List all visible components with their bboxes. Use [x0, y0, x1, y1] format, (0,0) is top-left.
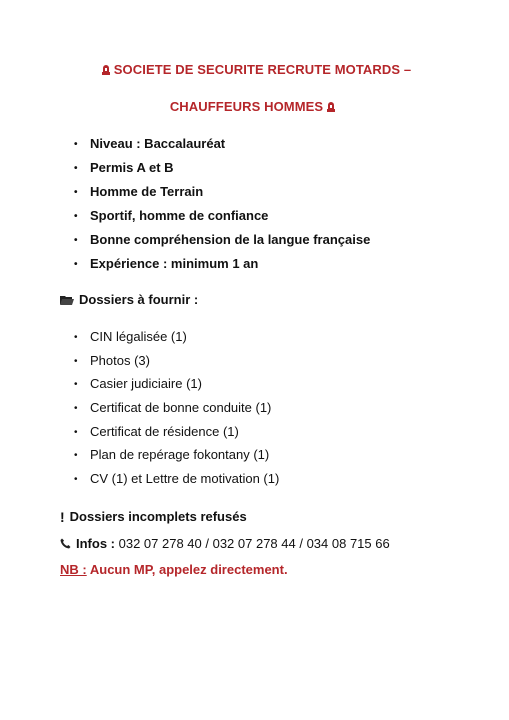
folder-icon — [60, 294, 74, 305]
exclamation-icon: ! — [60, 509, 65, 525]
list-item: • Sportif, homme de confiance — [70, 208, 370, 232]
list-item: • CIN légalisée (1) — [70, 329, 279, 353]
siren-icon — [326, 101, 336, 112]
siren-icon — [101, 64, 111, 75]
title-text-2: CHAUFFEURS HOMMES — [169, 99, 324, 114]
list-item: • Certificat de bonne conduite (1) — [70, 400, 279, 424]
nb-line — [60, 562, 288, 577]
list-item: • Photos (3) — [70, 353, 279, 377]
list-item: • Niveau : Baccalauréat — [70, 136, 370, 160]
list-item: • Plan de repérage fokontany (1) — [70, 447, 279, 471]
infos-label: Infos : — [76, 536, 115, 551]
list-item: • CV (1) et Lettre de motivation (1) — [70, 471, 279, 495]
documents-heading — [60, 292, 198, 307]
phone-icon — [60, 538, 71, 549]
list-item: • Permis A et B — [70, 160, 370, 184]
infos-line — [60, 536, 390, 551]
title-line-1 — [0, 62, 509, 77]
list-item: • Certificat de résidence (1) — [70, 424, 279, 448]
list-item: • Casier judiciaire (1) — [70, 376, 279, 400]
documents-list — [70, 329, 279, 495]
nb-text: Aucun MP, appelez directement. — [89, 562, 288, 577]
infos-phones: 032 07 278 40 / 032 07 278 44 / 034 08 715 66 — [118, 536, 390, 551]
requirements-list — [70, 136, 370, 280]
list-item: • Expérience : minimum 1 an — [70, 256, 370, 280]
refused-note-text: Dossiers incomplets refusés — [69, 509, 247, 524]
documents-heading-text: Dossiers à fournir : — [79, 292, 199, 307]
title-line-2 — [0, 99, 509, 114]
nb-label: NB : — [60, 562, 87, 577]
refused-note — [60, 509, 247, 525]
list-item: • Homme de Terrain — [70, 184, 370, 208]
list-item: • Bonne compréhension de la langue française — [70, 232, 370, 256]
title-text-1: SOCIETE DE SECURITE RECRUTE MOTARDS – — [113, 62, 412, 77]
